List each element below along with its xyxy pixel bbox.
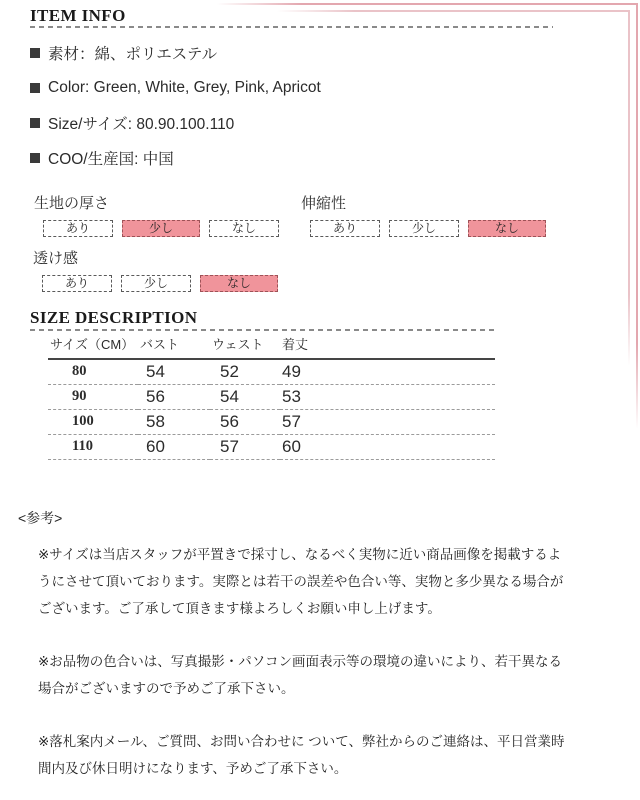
frame-line-outer-right — [636, 3, 638, 429]
option-box-nashi: なし — [209, 220, 279, 237]
attribute-label: 透け感 — [33, 250, 79, 267]
size-description-title: SIZE DESCRIPTION — [30, 308, 198, 327]
reference-title: <参考> — [18, 510, 63, 526]
table-cell: 57 — [210, 434, 280, 459]
table-cell: 60 — [280, 434, 495, 459]
col-header-size: サイズ（CM） — [48, 334, 138, 359]
attribute-fabric-thickness — [34, 192, 279, 237]
attribute-label: 伸縮性 — [301, 195, 347, 212]
size-table — [48, 334, 495, 460]
col-header-length: 着丈 — [280, 334, 495, 359]
option-box-sukoshi: 少し — [121, 275, 191, 292]
table-cell: 100 — [48, 409, 138, 434]
frame-line-inner-right — [628, 10, 630, 366]
table-cell: 60 — [138, 434, 210, 459]
color-text: Color: Green, White, Grey, Pink, Apricot — [48, 78, 321, 96]
table-cell: 57 — [280, 409, 495, 434]
frame-line-outer-top — [217, 3, 638, 5]
table-cell: 80 — [48, 359, 138, 384]
attribute-sheerness — [33, 247, 278, 292]
table-cell: 110 — [48, 434, 138, 459]
attribute-options — [43, 220, 279, 237]
reference-notes — [18, 508, 568, 800]
attribute-label: 生地の厚さ — [34, 195, 110, 212]
table-cell: 58 — [138, 409, 210, 434]
table-cell: 56 — [210, 409, 280, 434]
attribute-options — [42, 275, 278, 292]
table-row — [48, 434, 495, 459]
bullet-square-icon — [30, 48, 40, 58]
item-info-title: ITEM INFO — [30, 6, 126, 25]
bullet-square-icon — [30, 118, 40, 128]
table-row — [48, 409, 495, 434]
table-cell: 52 — [210, 359, 280, 384]
list-item — [30, 149, 321, 166]
table-cell: 54 — [138, 359, 210, 384]
note-paragraph-sizing: ※サイズは当店スタッフが平置きで採寸し、なるべく実物に近い商品画像を掲載するようにさせて頂いております。実際とは若干の誤差や色合い等、実物と多少異なる場合がございます。ご了承して頂きます様よろしくお願い申し上げます。 — [38, 547, 564, 616]
option-box-sukoshi-selected: 少し — [122, 220, 200, 237]
material-text: 素材：綿、ポリエステル — [48, 45, 218, 63]
bullet-square-icon — [30, 153, 40, 163]
option-box-ari: あり — [43, 220, 113, 237]
size-text: Size/サイズ: 80.90.100.110 — [48, 115, 235, 133]
reference-paragraphs — [38, 541, 568, 782]
col-header-bust: バスト — [138, 334, 210, 359]
table-header-row — [48, 334, 495, 359]
item-info-divider — [30, 26, 553, 28]
option-box-nashi-selected: なし — [468, 220, 546, 237]
frame-line-inner-top — [277, 10, 630, 12]
list-item — [30, 79, 321, 96]
option-box-ari: あり — [310, 220, 380, 237]
table-cell: 53 — [280, 384, 495, 409]
note-paragraph-contact: ※落札案内メール、ご質問、お問い合わせに ついて、弊社からのご連絡は、平日営業時間内及び休日明けになります、予めご了承下さい。 — [38, 734, 565, 776]
table-cell: 56 — [138, 384, 210, 409]
size-description-divider — [30, 329, 495, 331]
attribute-options — [310, 220, 546, 237]
coo-text: COO/生産国: 中国 — [48, 150, 174, 168]
list-item — [30, 44, 321, 61]
col-header-waist: ウェスト — [210, 334, 280, 359]
note-paragraph-color: ※お品物の色合いは、写真撮影・パソコン画面表示等の環境の違いにより、若干異なる場合がございますので予めご了承下さい。 — [38, 654, 563, 696]
bullet-square-icon — [30, 83, 40, 93]
option-box-ari: あり — [42, 275, 112, 292]
item-info-list — [30, 44, 321, 184]
option-box-nashi-selected: なし — [200, 275, 278, 292]
list-item — [30, 114, 321, 131]
table-cell: 49 — [280, 359, 495, 384]
attribute-stretch — [301, 192, 546, 237]
table-row — [48, 384, 495, 409]
table-row — [48, 359, 495, 384]
table-cell: 54 — [210, 384, 280, 409]
option-box-sukoshi: 少し — [389, 220, 459, 237]
table-cell: 90 — [48, 384, 138, 409]
